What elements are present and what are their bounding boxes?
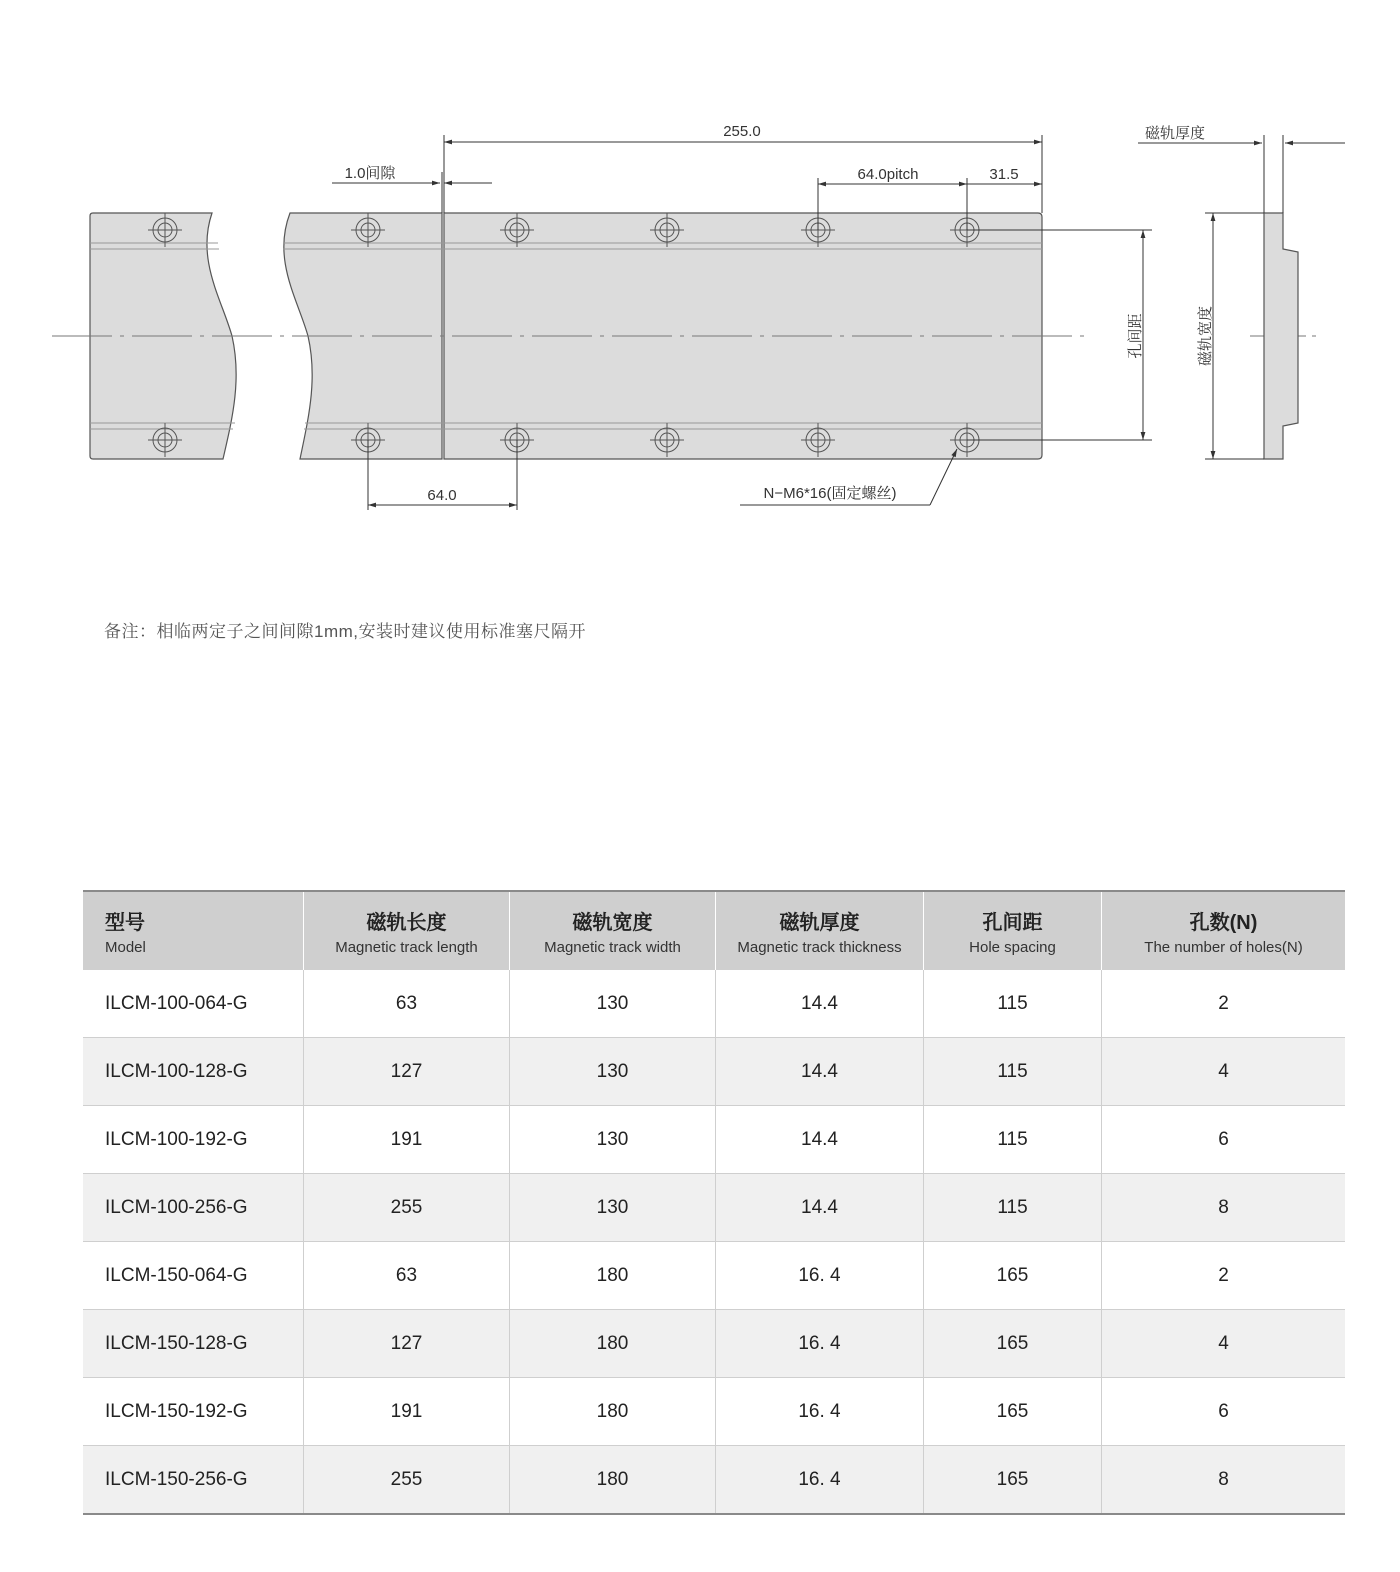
- installation-note: 备注：相临两定子之间间隙1mm,安装时建议使用标准塞尺隔开: [104, 622, 586, 641]
- table-row: [83, 1174, 1345, 1242]
- cell-model: ILCM-150-128-G: [83, 1310, 304, 1378]
- cell-hole-spacing: 115: [924, 1106, 1102, 1174]
- cell-thickness: 16. 4: [716, 1446, 924, 1515]
- cell-hole-spacing: 115: [924, 1174, 1102, 1242]
- cell-hole-spacing: 165: [924, 1378, 1102, 1446]
- header-hole-count: 孔数(N) The number of holes(N): [1102, 891, 1346, 970]
- cell-hole-spacing: 165: [924, 1242, 1102, 1310]
- cell-hole-spacing: 115: [924, 1038, 1102, 1106]
- cell-hole-count: 8: [1102, 1446, 1346, 1515]
- cell-length: 63: [304, 970, 510, 1038]
- cell-hole-count: 8: [1102, 1174, 1346, 1242]
- label-track-thickness: 磁轨厚度: [1144, 125, 1206, 142]
- label-screws: N−M6*16(固定螺丝): [763, 485, 897, 502]
- cell-hole-spacing: 165: [924, 1310, 1102, 1378]
- dim-bottom-pitch: 64.0: [427, 487, 457, 504]
- table-row: [83, 1242, 1345, 1310]
- cell-model: ILCM-150-192-G: [83, 1378, 304, 1446]
- cell-width: 180: [510, 1310, 716, 1378]
- cell-length: 127: [304, 1038, 510, 1106]
- cell-length: 191: [304, 1378, 510, 1446]
- dim-gap: 1.0间隙: [344, 165, 396, 182]
- dim-end-offset: 31.5: [989, 166, 1019, 183]
- cell-width: 130: [510, 1038, 716, 1106]
- label-hole-spacing: 孔间距: [1127, 313, 1144, 359]
- cell-model: ILCM-100-128-G: [83, 1038, 304, 1106]
- header-track-thickness: 磁轨厚度 Magnetic track thickness: [716, 891, 924, 970]
- dim-overall-length: 255.0: [723, 123, 761, 140]
- header-model: 型号 Model: [83, 891, 304, 970]
- cell-width: 180: [510, 1446, 716, 1515]
- cell-model: ILCM-150-256-G: [83, 1446, 304, 1515]
- table-row: [83, 1378, 1345, 1446]
- spec-table: [83, 890, 1345, 1515]
- cell-thickness: 16. 4: [716, 1378, 924, 1446]
- cell-thickness: 16. 4: [716, 1242, 924, 1310]
- label-track-width: 磁轨宽度: [1197, 305, 1214, 367]
- header-track-length: 磁轨长度 Magnetic track length: [304, 891, 510, 970]
- cell-thickness: 16. 4: [716, 1310, 924, 1378]
- cell-thickness: 14.4: [716, 970, 924, 1038]
- cell-thickness: 14.4: [716, 1106, 924, 1174]
- cell-model: ILCM-100-064-G: [83, 970, 304, 1038]
- cell-width: 130: [510, 1174, 716, 1242]
- track-side-profile: [1264, 213, 1298, 459]
- cell-hole-count: 2: [1102, 970, 1346, 1038]
- table-row: [83, 1446, 1345, 1515]
- magnetic-track-drawing: [0, 0, 1400, 560]
- cell-length: 63: [304, 1242, 510, 1310]
- cell-model: ILCM-150-064-G: [83, 1242, 304, 1310]
- cell-length: 191: [304, 1106, 510, 1174]
- table-row: [83, 1106, 1345, 1174]
- cell-hole-count: 4: [1102, 1310, 1346, 1378]
- cell-length: 127: [304, 1310, 510, 1378]
- table-row: [83, 970, 1345, 1038]
- cell-width: 180: [510, 1378, 716, 1446]
- cell-hole-count: 4: [1102, 1038, 1346, 1106]
- table-row: [83, 1310, 1345, 1378]
- cell-width: 130: [510, 970, 716, 1038]
- cell-hole-count: 6: [1102, 1378, 1346, 1446]
- table-row: [83, 1038, 1345, 1106]
- header-track-width: 磁轨宽度 Magnetic track width: [510, 891, 716, 970]
- header-hole-spacing: 孔间距 Hole spacing: [924, 891, 1102, 970]
- cell-model: ILCM-100-192-G: [83, 1106, 304, 1174]
- cell-width: 180: [510, 1242, 716, 1310]
- cell-thickness: 14.4: [716, 1174, 924, 1242]
- cell-thickness: 14.4: [716, 1038, 924, 1106]
- cell-length: 255: [304, 1446, 510, 1515]
- table-header-row: [83, 891, 1345, 970]
- cell-hole-spacing: 165: [924, 1446, 1102, 1515]
- cell-hole-spacing: 115: [924, 970, 1102, 1038]
- cell-length: 255: [304, 1174, 510, 1242]
- dim-pitch: 64.0pitch: [857, 166, 919, 183]
- cell-hole-count: 2: [1102, 1242, 1346, 1310]
- cell-width: 130: [510, 1106, 716, 1174]
- cell-model: ILCM-100-256-G: [83, 1174, 304, 1242]
- cell-hole-count: 6: [1102, 1106, 1346, 1174]
